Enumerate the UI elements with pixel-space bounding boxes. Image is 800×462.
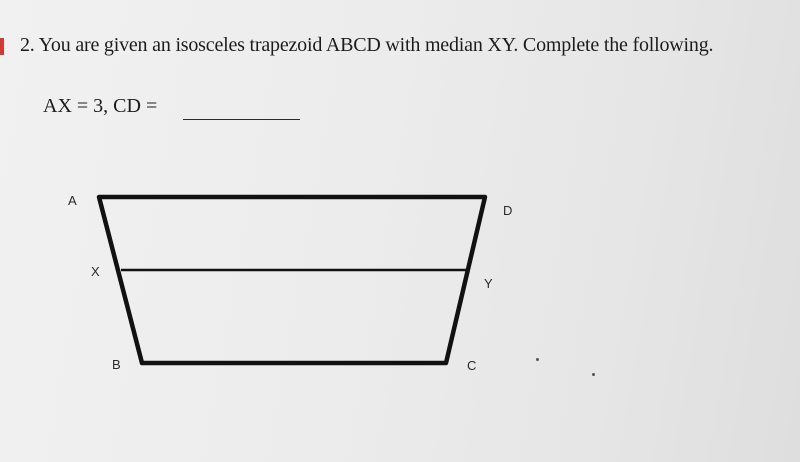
- label-c: C: [467, 358, 477, 373]
- label-b: B: [112, 357, 121, 372]
- speck: [536, 358, 539, 361]
- label-x: X: [91, 264, 100, 279]
- speck: [592, 373, 595, 376]
- label-d: D: [503, 203, 513, 218]
- label-a: A: [68, 193, 77, 208]
- trapezoid-abcd: [99, 197, 485, 363]
- question-body: You are given an isosceles trapezoid ABCD with median XY. Complete the following.: [38, 34, 714, 56]
- question-number: 2.: [20, 34, 35, 56]
- given-prompt: AX = 3, CD =: [43, 95, 158, 117]
- label-y: Y: [484, 276, 493, 291]
